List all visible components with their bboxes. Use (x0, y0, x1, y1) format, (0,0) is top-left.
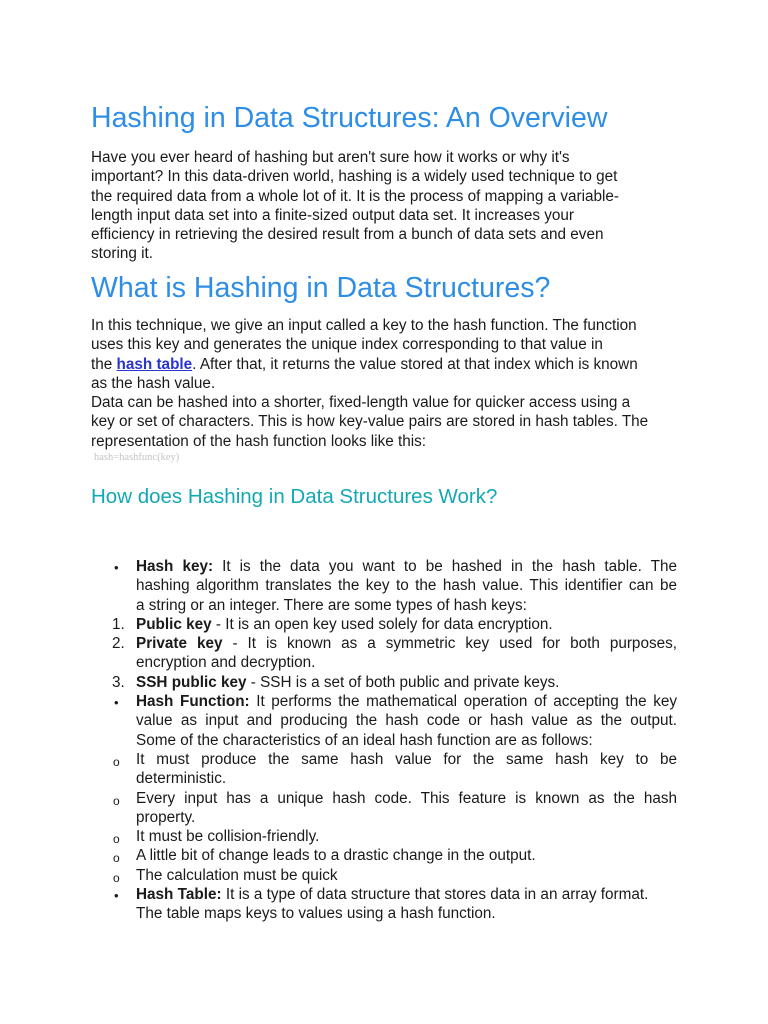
list-line: A little bit of change leads to a drastic change in the output. (136, 847, 536, 865)
list-line: property. (136, 808, 196, 826)
list-item-characteristic (0, 846, 677, 865)
list-line: The table maps keys to values using a hash function. (136, 905, 496, 923)
list-item-ssh-public-key (0, 673, 677, 692)
list-item-characteristic (0, 866, 677, 885)
bullet-marker: • (114, 888, 119, 904)
list-line (136, 885, 677, 904)
list-line (136, 634, 677, 653)
intro-line: the required data from a whole lot of it. It is the process of mapping a variable- (91, 187, 620, 205)
number-marker: 1. (112, 615, 125, 633)
list-line: It must produce the same hash value for the same hash key to be (136, 750, 677, 768)
term-hash-table: Hash Table: (136, 886, 222, 904)
list-line (136, 692, 677, 711)
intro-paragraph (91, 148, 691, 264)
hash-formula: hash=hashfunc(key) (94, 452, 180, 463)
circle-marker: o (113, 832, 120, 847)
circle-marker: o (113, 870, 120, 885)
hash-table-link[interactable]: hash table (116, 355, 193, 373)
heading-how-hashing-works: How does Hashing in Data Structures Work? (91, 485, 498, 508)
term-hash-function: Hash Function: (136, 693, 250, 711)
technique-line: Data can be hashed into a shorter, fixed-length value for quicker access using a (91, 394, 631, 412)
term-ssh-public-key: SSH public key (136, 673, 247, 691)
list-text: - It is known as a symmetric key used for both purposes, (222, 635, 678, 653)
list-line: It must be collision-friendly. (136, 828, 320, 846)
heading-what-is-hashing: What is Hashing in Data Structures? (91, 272, 551, 304)
list-text: It performs the mathematical operation of accepting the key (249, 693, 677, 711)
list-line (136, 673, 677, 692)
circle-marker: o (113, 851, 120, 866)
list-text: It is the data you want to be hashed in the hash table. The (213, 558, 677, 575)
list-line: Every input has a unique hash code. This feature is known as the hash (136, 789, 677, 807)
term-private-key: Private key (136, 635, 223, 653)
intro-line: Have you ever heard of hashing but aren't sure how it works or why it's (91, 149, 570, 166)
number-marker: 3. (112, 673, 125, 691)
technique-line: key or set of characters. This is how key-value pairs are stored in hash tables. The (91, 413, 649, 431)
intro-line: efficiency in retrieving the desired result from a bunch of data sets and even (91, 226, 604, 244)
technique-line (91, 355, 691, 374)
term-public-key: Public key (136, 615, 212, 633)
intro-line: storing it. (91, 245, 154, 263)
intro-line: length input data set into a finite-sized output data set. It increases your (91, 206, 574, 224)
list-line: Some of the characteristics of an ideal hash function are as follows: (136, 731, 593, 749)
list-line: encryption and decryption. (136, 654, 316, 672)
term-hash-key: Hash key: (136, 558, 214, 575)
list-item-hash-key (0, 557, 677, 615)
technique-text: . After that, it returns the value stored at that index which is known (192, 355, 638, 373)
technique-text: the (91, 355, 117, 373)
intro-line: important? In this data-driven world, hashing is a widely used technique to get (91, 168, 618, 186)
list-line: deterministic. (136, 770, 227, 788)
number-marker: 2. (112, 635, 125, 653)
circle-marker: o (113, 754, 120, 769)
list-text: It is a type of data structure that stores data in an array format. (221, 886, 649, 904)
hashing-components-list (0, 557, 768, 924)
list-item-public-key (0, 615, 677, 634)
circle-marker: o (113, 793, 120, 808)
list-item-characteristic (0, 750, 677, 789)
technique-line: as the hash value. (91, 374, 216, 392)
technique-line: In this technique, we give an input called a key to the hash function. The function (91, 317, 637, 334)
list-line (136, 557, 677, 576)
technique-line: representation of the hash function looks like this: (91, 432, 427, 450)
list-item-hash-table (0, 885, 677, 924)
bullet-marker: • (114, 560, 119, 575)
list-line (136, 615, 677, 634)
technique-paragraph (91, 316, 691, 451)
list-line: a string or an integer. There are some types of hash keys: (136, 596, 527, 614)
list-text: - SSH is a set of both public and private keys. (246, 673, 560, 691)
list-item-characteristic (0, 827, 677, 846)
list-line: hashing algorithm translates the key to the hash value. This identifier can be (136, 577, 677, 595)
list-item-characteristic (0, 789, 677, 828)
list-item-private-key (0, 634, 677, 673)
bullet-marker: • (114, 695, 119, 711)
list-text: - It is an open key used solely for data encryption. (211, 615, 553, 633)
list-item-hash-function (0, 692, 677, 750)
list-line: The calculation must be quick (136, 866, 338, 884)
technique-line: uses this key and generates the unique index corresponding to that value in (91, 336, 603, 354)
heading-overview: Hashing in Data Structures: An Overview (91, 102, 608, 134)
list-line: value as input and producing the hash code or hash value as the output. (136, 712, 677, 730)
